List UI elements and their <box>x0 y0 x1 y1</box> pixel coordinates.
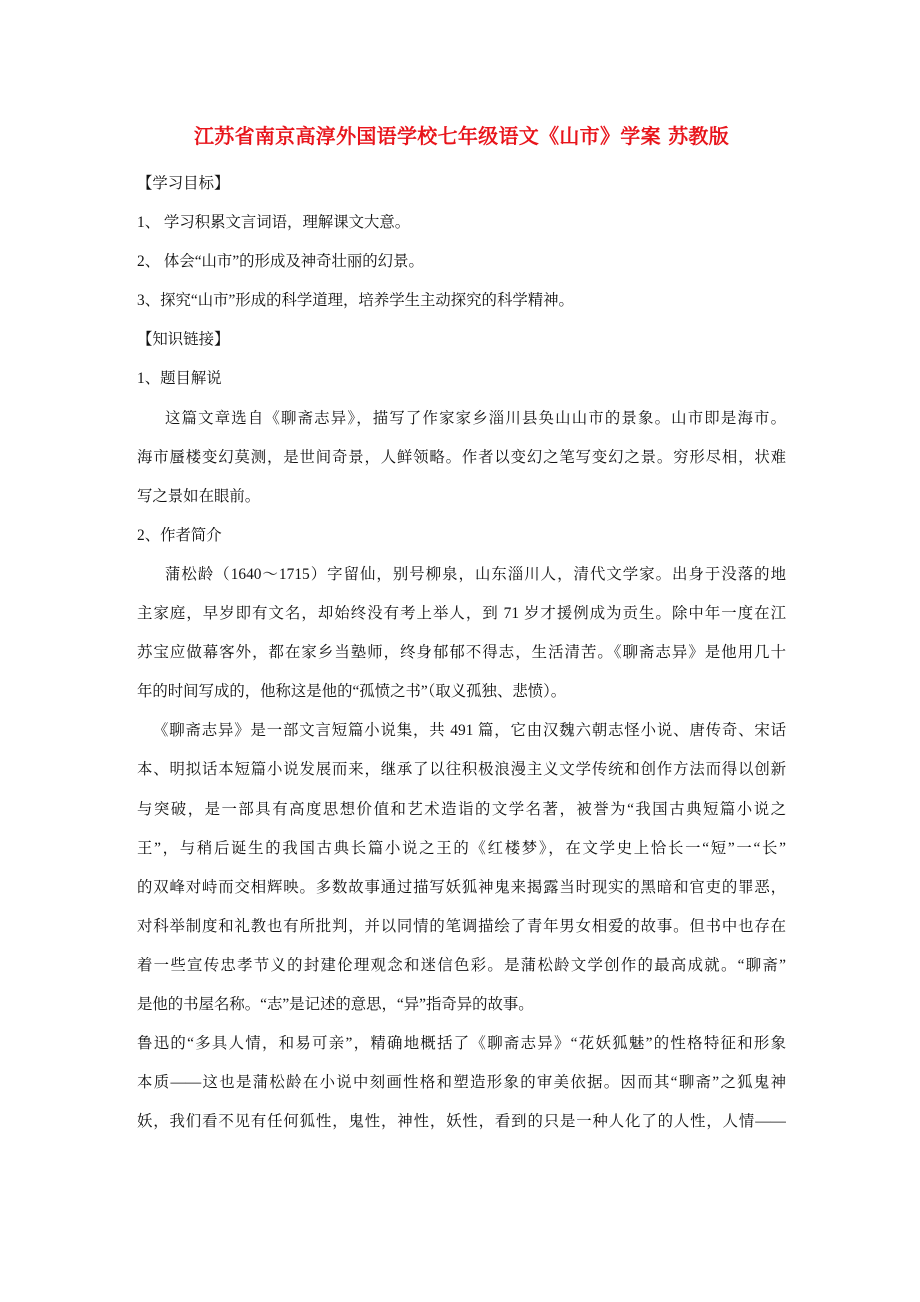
paragraph-line: 鲁迅的“多具人情，和易可亲”，精确地概括了《聊斋志异》“花妖狐魅”的性格特征和形象 <box>137 1035 786 1053</box>
paragraph-line: 年的时间写成的，他称这是他的“孤愤之书”（取义孤独、悲愤）。 <box>137 683 567 701</box>
document-title: 江苏省南京高淳外国语学校七年级语文《山市》学案 苏教版 <box>193 124 730 148</box>
goal-item: 1、 学习积累文言词语，理解课文大意。 <box>137 214 411 232</box>
knowledge-heading: 【知识链接】 <box>137 331 230 349</box>
paragraph-line: 本、明拟话本短篇小说发展而来，继承了以往积极浪漫主义文学传统和创作方法而得以创新 <box>137 761 786 779</box>
document-page <box>137 116 786 1141</box>
paragraph-line: 这篇文章选自《聊斋志异》，描写了作家家乡淄川县奂山山市的景象。山市即是海市。 <box>165 409 786 427</box>
paragraph-line: 王”，与稍后诞生的我国古典长篇小说之王的《红楼梦》，在文学史上恰长一“短”一“长” <box>137 839 786 857</box>
paragraph-line: 苏宝应做幕客外，都在家乡当塾师，终身郁郁不得志，生活清苦。《聊斋志异》是他用几十 <box>137 644 786 662</box>
paragraph-line: 的双峰对峙而交相辉映。多数故事通过描写妖狐神鬼来揭露当时现实的黑暗和官吏的罪恶， <box>137 878 786 896</box>
goal-item: 2、 体会“山市”的形成及神奇壮丽的幻景。 <box>137 253 424 271</box>
goals-heading: 【学习目标】 <box>137 175 230 192</box>
paragraph-line: 主家庭，早岁即有文名，却始终没有考上举人，到 71 岁才援例成为贡生。除中年一度在江 <box>137 605 786 623</box>
paragraph-line: 本质——这也是蒲松龄在小说中刻画性格和塑造形象的审美依据。因而其“聊斋”之狐鬼神 <box>137 1074 786 1092</box>
goal-item: 3、探究“山市”形成的科学道理，培养学生主动探究的科学精神。 <box>137 292 574 310</box>
paragraph-line: 与突破，是一部具有高度思想价值和艺术造诣的文学名著，被誉为“我国古典短篇小说之 <box>137 800 786 818</box>
paragraph-line: 《聊斋志异》是一部文言短篇小说集，共 491 篇，它由汉魏六朝志怪小说、唐传奇、宋话 <box>153 722 786 740</box>
paragraph-line: 写之景如在眼前。 <box>137 487 261 505</box>
paragraph-line: 蒲松龄（1640～1715）字留仙，别号柳泉，山东淄川人，清代文学家。出身于没落的地 <box>165 565 786 583</box>
paragraph-line: 对科举制度和礼教也有所批判，并以同情的笔调描绘了青年男女相爱的故事。但书中也存在 <box>137 917 786 935</box>
paragraph-line: 妖，我们看不见有任何狐性，鬼性，神性，妖性，看到的只是一种人化了的人性，人情—— <box>137 1113 786 1131</box>
subheading-title-explanation: 1、题目解说 <box>137 370 222 388</box>
paragraph-line: 是他的书屋名称。“志”是记述的意思，“异”指奇异的故事。 <box>137 995 534 1013</box>
subheading-author: 2、作者简介 <box>137 526 222 544</box>
paragraph-line: 海市蜃楼变幻莫测，是世间奇景，人鲜领略。作者以变幻之笔写变幻之景。穷形尽相，状难 <box>137 448 786 466</box>
paragraph-line: 着一些宣传忠孝节义的封建伦理观念和迷信色彩。是蒲松龄文学创作的最高成就。“聊斋” <box>137 956 786 974</box>
